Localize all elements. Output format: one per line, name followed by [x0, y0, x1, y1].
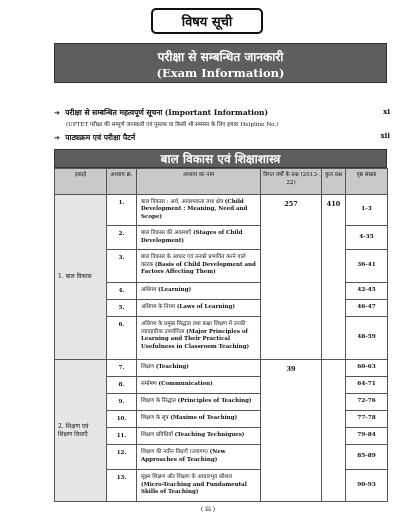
chapter-name: बाल विकास की अवस्थाएँ (Stages of Child Development): [137, 226, 261, 250]
table-row[interactable]: [55, 195, 388, 226]
exam-info-banner: [54, 43, 387, 83]
page-range: 77-78: [346, 411, 388, 428]
chapter-name: सूक्ष्म शिक्षण और शिक्षण के आधारभूत कौशल (Micro-Teaching and Fundamental Skills of Teaching): [137, 470, 261, 502]
chapter-name: शिक्षण (Teaching): [137, 360, 261, 377]
info-item-page: xii: [380, 131, 390, 140]
chapter-no: 9.: [107, 394, 137, 411]
chapter-no: 12.: [107, 445, 137, 470]
page-range: 79-84: [346, 428, 388, 445]
chapter-no: 2.: [107, 226, 137, 250]
page-range: 4-35: [346, 226, 388, 250]
chapter-no: 13.: [107, 470, 137, 502]
page-range: 60-63: [346, 360, 388, 377]
chapter-name: शिक्षण की नवीन विधाएँ (उपागम) (New Approaches of Teaching): [137, 445, 261, 470]
chapter-no: 10.: [107, 411, 137, 428]
exam-info-title-en: (Exam Information): [156, 66, 285, 80]
chapter-no: 3.: [107, 250, 137, 283]
chapter-no: 11.: [107, 428, 137, 445]
page-range: 64-71: [346, 377, 388, 394]
chapter-no: 8.: [107, 377, 137, 394]
info-item-syllabus[interactable]: [54, 133, 135, 143]
info-item-important[interactable]: [54, 108, 268, 118]
page-range: 42-45: [346, 283, 388, 300]
contents-table: [54, 168, 388, 502]
page-range: 72-76: [346, 394, 388, 411]
chapter-name: अधिगम के प्रमुख सिद्धांत तथा कक्षा शिक्षण में उनकी व्यावहारिक उपयोगिता (Major Principles of Learning and Their Practical Usefulness in Classroom Teaching): [137, 317, 261, 360]
page-range: 90-93: [346, 470, 388, 502]
arrow-right-icon: ➔: [54, 134, 60, 142]
chapter-name: शिक्षण के सिद्धांत (Principles of Teaching): [137, 394, 261, 411]
info-item-text-en: (Important Information): [164, 108, 269, 117]
chapter-name: अधिगम के नियम (Laws of Learning): [137, 300, 261, 317]
exam-info-title-hi: परीक्षा से सम्बन्धित जानकारी: [157, 50, 284, 64]
unit-name: 2. शिक्षण एवं शिक्षण विधाएँ: [55, 360, 107, 502]
past-questions: 39: [261, 360, 322, 502]
chapter-no: 5.: [107, 300, 137, 317]
info-item-text-hi: पाठ्यक्रम एवं परीक्षा पैटर्न: [65, 133, 136, 142]
page-range: 85-89: [346, 445, 388, 470]
arrow-right-icon: ➔: [54, 109, 60, 117]
chapter-name: सम्प्रेषण (Communication): [137, 377, 261, 394]
chapter-no: 1.: [107, 195, 137, 226]
header-past-questions: विगत वर्षों के प्रश्न (2013-22): [261, 169, 322, 195]
total-questions: [322, 360, 346, 502]
header-unit: इकाई: [55, 169, 107, 195]
page-number: ( iii ): [200, 506, 216, 513]
page-title: विषय सूची: [151, 8, 263, 34]
table-row[interactable]: [55, 360, 388, 377]
total-questions: 410: [322, 195, 346, 360]
header-chapter-name: अध्याय का नाम: [137, 169, 261, 195]
section-title: बाल विकास एवं शिक्षाशास्त्र: [54, 149, 387, 168]
chapter-no: 4.: [107, 283, 137, 300]
header-total-questions: कुल प्रश्न: [322, 169, 346, 195]
table-header-row: [55, 169, 388, 195]
header-chapter-no: अध्याय क्र.: [107, 169, 137, 195]
chapter-name: शिक्षण प्रविधियाँ (Teaching Techniques): [137, 428, 261, 445]
info-item-subtext: (UPTET परीक्षा की सम्पूर्ण जानकारी एवं पुस्तक या किसी भी समस्या के लिए हमारा Helpline No.): [66, 122, 279, 128]
header-page-no: पृष्ठ संख्या: [346, 169, 388, 195]
chapter-no: 6.: [107, 317, 137, 360]
past-questions: 257: [261, 195, 322, 360]
chapter-name: बाल विकास : अर्थ, आवश्यकता तथा क्षेत्र (Child Development : Meaning, Need and Scope): [137, 195, 261, 226]
chapter-name: शिक्षण के सूत्र (Maxims of Teaching): [137, 411, 261, 428]
unit-name: 1. बाल विकास: [55, 195, 107, 360]
page-range: 1-3: [346, 195, 388, 226]
info-item-page: xi: [383, 107, 390, 116]
page-range: 36-41: [346, 250, 388, 283]
page-range: 48-59: [346, 317, 388, 360]
page-range: 46-47: [346, 300, 388, 317]
chapter-name: बाल विकास के आधार एवं उनको प्रभावित करने वाले कारक (Basis of Child Development and Factors Affecting Them): [137, 250, 261, 283]
chapter-name: अधिगम (Learning): [137, 283, 261, 300]
info-item-text-hi: परीक्षा से सम्बन्धित महत्वपूर्ण सूचना: [65, 108, 163, 117]
chapter-no: 7.: [107, 360, 137, 377]
